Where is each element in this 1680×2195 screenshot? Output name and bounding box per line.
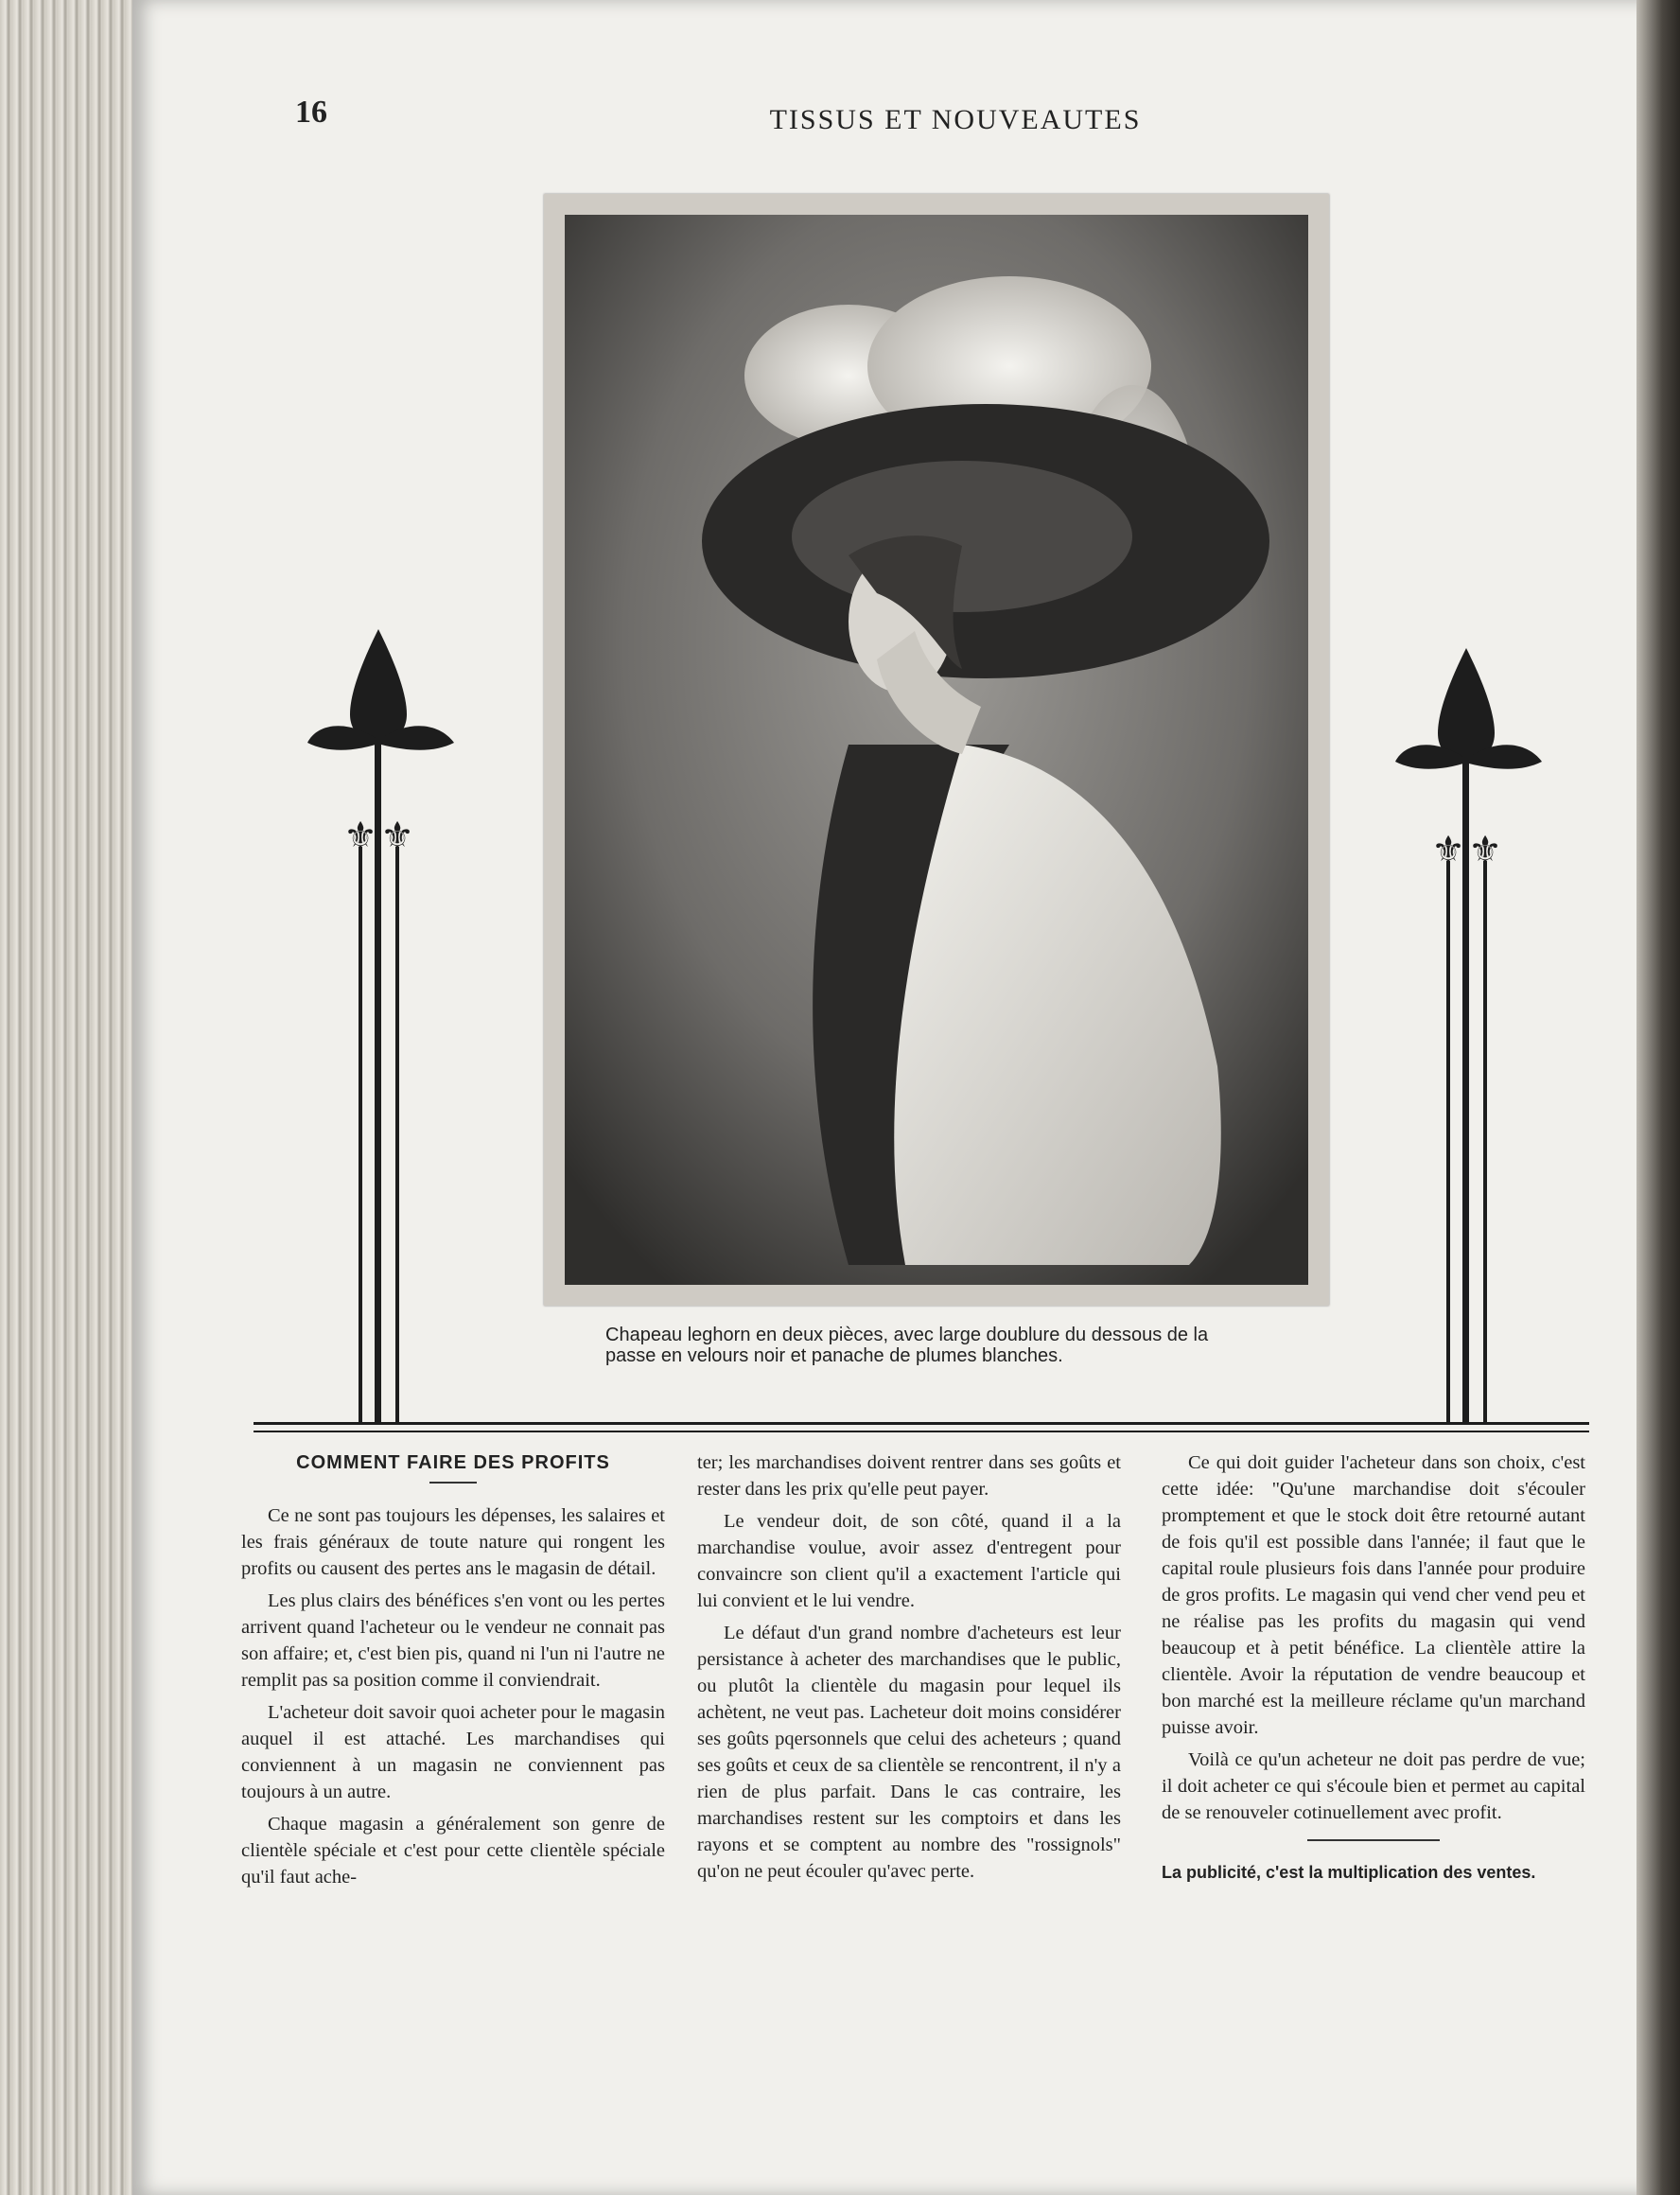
- book-gutter-shadow: [1636, 0, 1680, 2195]
- ornament-stem: [1446, 861, 1450, 1424]
- paragraph: Le vendeur doit, de son côté, quand il a la marchandise voulue, avoir assez d'entregent pour convaincre son client qu'il a exactement l'article qui lui convient et le lui vendre.: [697, 1511, 1121, 1611]
- right-fleur-ornament: [1395, 648, 1556, 1424]
- spade-tip-shape: [1438, 648, 1495, 762]
- article-column-2: [697, 1449, 1121, 1890]
- paragraph: Voilà ce qu'un acheteur ne doit pas perdre de vue; il doit acheter ce qui s'écoule bien et permet au capital de se renouveler cotinuellement avec profit.: [1162, 1749, 1585, 1823]
- motto: La publicité, c'est la multiplication des ventes.: [1162, 1863, 1536, 1882]
- paragraph: L'acheteur doit savoir quoi acheter pour le magasin auquel il est attaché. Les marchandises qui conviennent à un magasin ne conviennent pas toujours à un autre.: [241, 1702, 665, 1802]
- svg-text:⚜: ⚜: [1468, 829, 1502, 872]
- svg-text:⚜: ⚜: [1431, 829, 1465, 872]
- running-head: TISSUS ET NOUVEAUTES: [769, 104, 1142, 135]
- paragraph: Ce qui doit guider l'acheteur dans son choix, c'est cette idée: "Qu'une marchandise doit s'écouler promptement et que le stock doit être retourné autant de fois qu'il est possible dans l'année; il faut que le capital roule plusieurs fois dans l'année pour produire de gros profits. Le magasin qui vend cher vend peu et ne réalise pas les profits du magasin qui vend beaucoup et à petit bénéfice. La clientèle attire la clientèle. Avoir la réputation de vendre beaucoup et bon marché est la meilleure réclame qu'un marchand puisse avoir.: [1162, 1452, 1585, 1738]
- portrait-photo: [565, 215, 1308, 1285]
- page-number: 16: [295, 95, 327, 130]
- paragraph: Ce ne sont pas toujours les dépenses, les salaires et les frais généraux de toute nature qui rongent les profits ou causent des pertes ans le magasin de détail.: [241, 1505, 665, 1579]
- section-divider-rule: [254, 1431, 1589, 1432]
- svg-text:⚜: ⚜: [380, 815, 414, 858]
- end-divider: [1307, 1839, 1440, 1841]
- section-divider-rule: [254, 1422, 1589, 1425]
- left-fleur-ornament: [307, 629, 468, 1424]
- paragraph: Chaque magasin a généralement son genre de clientèle spéciale et c'est pour cette clientèle spéciale qu'il faut ache-: [241, 1814, 665, 1888]
- article-column-1: [241, 1449, 665, 1896]
- ornament-stem: [359, 847, 362, 1424]
- paragraph: ter; les marchandises doivent rentrer dans ses goûts et rester dans les prix qu'elle peut payer.: [697, 1452, 1121, 1500]
- photo-caption: Chapeau leghorn en deux pièces, avec large doublure du dessous de la passe en velours noir et panache de plumes blanches.: [605, 1325, 1209, 1366]
- hat-crown-underside: [792, 461, 1132, 612]
- article-heading: COMMENT FAIRE DES PROFITS: [296, 1452, 610, 1473]
- photo-frame: [544, 194, 1329, 1306]
- article-column-3: [1162, 1449, 1585, 1890]
- paragraph: Les plus clairs des bénéfices s'en vont ou les pertes arrivent quand l'acheteur ou le vendeur ne connait pas son affaire; et, c'est bien pis, quand ni l'un ni l'autre ne remplit pas sa position comme il conviendrait.: [241, 1590, 665, 1691]
- svg-text:⚜: ⚜: [343, 815, 377, 858]
- heading-divider: [429, 1482, 477, 1484]
- book-page-edges: [0, 0, 151, 2195]
- spade-tip-shape: [350, 629, 407, 743]
- ornament-stem: [1483, 861, 1487, 1424]
- paragraph: Le défaut d'un grand nombre d'acheteurs est leur persistance à acheter des marchandises que le public, ou plutôt la clientèle du magasin pour lequel ils achètent, ne veut pas. Lacheteur doit moins considérer ses goûts pqersonnels que celui des acheteurs ; quand ses goûts et ceux de sa clientèle se rencontrent, il n'y a rien de plus parfait. Dans le cas contraire, les marchandises restent sur les comptoirs et dans les rayons et se comptent au nombre des "rossignols" qu'on ne peut écouler qu'avec perte.: [697, 1623, 1121, 1882]
- ornament-stem: [395, 847, 399, 1424]
